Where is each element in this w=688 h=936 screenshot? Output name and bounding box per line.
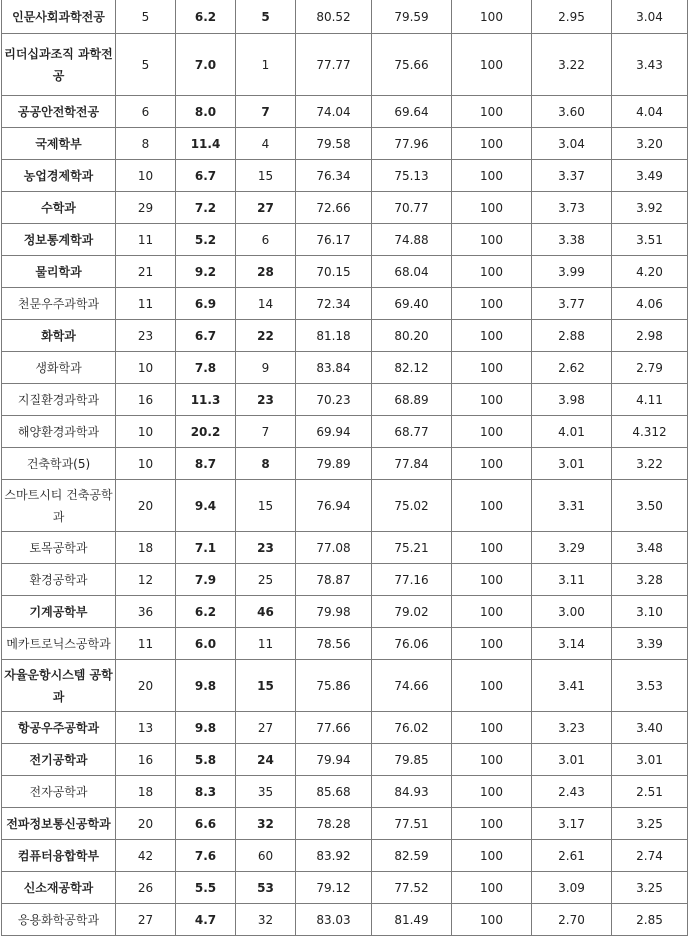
table-row: [2, 712, 688, 744]
cell-score-min: 79.85: [372, 744, 452, 776]
cell-grade-max: 3.43: [612, 34, 688, 96]
cell-score-max: 76.94: [296, 480, 372, 532]
cell-grade-max: 2.98: [612, 320, 688, 352]
cell-department: 농업경제학과: [2, 160, 116, 192]
cell-grade-avg: 3.99: [532, 256, 612, 288]
cell-grade-max: 3.51: [612, 224, 688, 256]
cell-additional-pass: 7: [236, 96, 296, 128]
cell-grade-avg: 3.31: [532, 480, 612, 532]
cell-grade-avg: 3.37: [532, 160, 612, 192]
cell-score-pct: 100: [452, 128, 532, 160]
cell-department: 컴퓨터융합학부: [2, 840, 116, 872]
cell-applicants: 10: [116, 160, 176, 192]
table-row: [2, 224, 688, 256]
cell-applicants: 23: [116, 320, 176, 352]
cell-additional-pass: 1: [236, 34, 296, 96]
cell-score-max: 77.66: [296, 712, 372, 744]
cell-score-max: 77.77: [296, 34, 372, 96]
table-row: [2, 448, 688, 480]
cell-department: 전파정보통신공학과: [2, 808, 116, 840]
cell-score-min: 84.93: [372, 776, 452, 808]
cell-department: 화학과: [2, 320, 116, 352]
cell-department: 해양환경과학과: [2, 416, 116, 448]
cell-applicants: 21: [116, 256, 176, 288]
cell-score-pct: 100: [452, 904, 532, 936]
cell-score-min: 68.77: [372, 416, 452, 448]
table-row: [2, 776, 688, 808]
cell-score-max: 85.68: [296, 776, 372, 808]
cell-score-max: 83.03: [296, 904, 372, 936]
table-row: [2, 0, 688, 34]
cell-competition-ratio: 11.3: [176, 384, 236, 416]
cell-score-max: 76.17: [296, 224, 372, 256]
cell-applicants: 12: [116, 564, 176, 596]
cell-additional-pass: 15: [236, 160, 296, 192]
cell-grade-avg: 3.60: [532, 96, 612, 128]
cell-grade-max: 4.06: [612, 288, 688, 320]
cell-grade-avg: 2.62: [532, 352, 612, 384]
cell-score-min: 82.59: [372, 840, 452, 872]
table-row: [2, 480, 688, 532]
cell-additional-pass: 14: [236, 288, 296, 320]
cell-competition-ratio: 5.2: [176, 224, 236, 256]
cell-grade-max: 3.39: [612, 628, 688, 660]
cell-applicants: 18: [116, 532, 176, 564]
cell-grade-avg: 2.88: [532, 320, 612, 352]
cell-grade-avg: 3.98: [532, 384, 612, 416]
cell-grade-avg: 2.70: [532, 904, 612, 936]
cell-department: 응용화학공학과: [2, 904, 116, 936]
cell-applicants: 11: [116, 628, 176, 660]
cell-score-min: 76.06: [372, 628, 452, 660]
cell-grade-max: 3.53: [612, 660, 688, 712]
cell-score-pct: 100: [452, 0, 532, 34]
cell-applicants: 11: [116, 288, 176, 320]
cell-score-min: 69.40: [372, 288, 452, 320]
cell-score-min: 77.96: [372, 128, 452, 160]
cell-additional-pass: 28: [236, 256, 296, 288]
table-row: [2, 160, 688, 192]
cell-competition-ratio: 9.8: [176, 660, 236, 712]
cell-applicants: 13: [116, 712, 176, 744]
cell-department: 인문사회과학전공: [2, 0, 116, 34]
cell-score-pct: 100: [452, 744, 532, 776]
cell-grade-avg: 4.01: [532, 416, 612, 448]
cell-department: 정보통계학과: [2, 224, 116, 256]
cell-score-pct: 100: [452, 596, 532, 628]
cell-department: 신소재공학과: [2, 872, 116, 904]
cell-grade-max: 4.04: [612, 96, 688, 128]
cell-grade-avg: 3.00: [532, 596, 612, 628]
cell-additional-pass: 32: [236, 808, 296, 840]
cell-score-pct: 100: [452, 564, 532, 596]
cell-additional-pass: 53: [236, 872, 296, 904]
cell-score-min: 77.52: [372, 872, 452, 904]
cell-department: 환경공학과: [2, 564, 116, 596]
cell-department: 공공안전학전공: [2, 96, 116, 128]
table-row: [2, 320, 688, 352]
cell-competition-ratio: 8.7: [176, 448, 236, 480]
cell-grade-avg: 3.23: [532, 712, 612, 744]
cell-competition-ratio: 7.1: [176, 532, 236, 564]
cell-grade-avg: 3.09: [532, 872, 612, 904]
cell-additional-pass: 9: [236, 352, 296, 384]
table-row: [2, 532, 688, 564]
cell-score-min: 76.02: [372, 712, 452, 744]
cell-score-max: 70.15: [296, 256, 372, 288]
cell-score-min: 77.84: [372, 448, 452, 480]
cell-competition-ratio: 8.3: [176, 776, 236, 808]
cell-applicants: 5: [116, 34, 176, 96]
cell-score-max: 80.52: [296, 0, 372, 34]
cell-department: 물리학과: [2, 256, 116, 288]
table-row: [2, 352, 688, 384]
cell-score-max: 83.92: [296, 840, 372, 872]
cell-competition-ratio: 11.4: [176, 128, 236, 160]
cell-applicants: 11: [116, 224, 176, 256]
cell-grade-avg: 3.73: [532, 192, 612, 224]
cell-score-min: 69.64: [372, 96, 452, 128]
table-row: [2, 840, 688, 872]
table-row: [2, 628, 688, 660]
cell-additional-pass: 15: [236, 660, 296, 712]
cell-score-pct: 100: [452, 192, 532, 224]
cell-score-pct: 100: [452, 872, 532, 904]
cell-score-min: 74.66: [372, 660, 452, 712]
cell-grade-max: 4.312: [612, 416, 688, 448]
cell-score-pct: 100: [452, 448, 532, 480]
cell-competition-ratio: 7.9: [176, 564, 236, 596]
cell-grade-avg: 2.61: [532, 840, 612, 872]
cell-applicants: 16: [116, 384, 176, 416]
cell-competition-ratio: 6.2: [176, 596, 236, 628]
cell-score-pct: 100: [452, 384, 532, 416]
cell-grade-avg: 3.11: [532, 564, 612, 596]
cell-grade-max: 3.92: [612, 192, 688, 224]
cell-applicants: 27: [116, 904, 176, 936]
cell-score-max: 83.84: [296, 352, 372, 384]
cell-score-max: 78.87: [296, 564, 372, 596]
table-row: [2, 192, 688, 224]
cell-score-min: 74.88: [372, 224, 452, 256]
table-row: [2, 872, 688, 904]
cell-department: 국제학부: [2, 128, 116, 160]
table-row: [2, 96, 688, 128]
cell-score-max: 79.58: [296, 128, 372, 160]
cell-score-min: 79.59: [372, 0, 452, 34]
cell-department: 수학과: [2, 192, 116, 224]
cell-score-min: 81.49: [372, 904, 452, 936]
cell-additional-pass: 4: [236, 128, 296, 160]
cell-score-min: 77.16: [372, 564, 452, 596]
cell-grade-avg: 2.95: [532, 0, 612, 34]
cell-additional-pass: 11: [236, 628, 296, 660]
cell-grade-avg: 3.29: [532, 532, 612, 564]
cell-score-pct: 100: [452, 712, 532, 744]
table-row: [2, 256, 688, 288]
cell-score-pct: 100: [452, 224, 532, 256]
cell-score-min: 82.12: [372, 352, 452, 384]
cell-additional-pass: 46: [236, 596, 296, 628]
cell-score-min: 68.04: [372, 256, 452, 288]
cell-department: 전기공학과: [2, 744, 116, 776]
cell-additional-pass: 32: [236, 904, 296, 936]
cell-grade-max: 3.22: [612, 448, 688, 480]
cell-score-max: 72.66: [296, 192, 372, 224]
cell-score-max: 69.94: [296, 416, 372, 448]
cell-applicants: 20: [116, 808, 176, 840]
cell-competition-ratio: 9.4: [176, 480, 236, 532]
cell-additional-pass: 27: [236, 712, 296, 744]
cell-score-max: 79.12: [296, 872, 372, 904]
cell-department: 자율운항시스템 공학과: [2, 660, 116, 712]
cell-applicants: 20: [116, 660, 176, 712]
cell-grade-max: 2.74: [612, 840, 688, 872]
cell-score-pct: 100: [452, 776, 532, 808]
cell-score-pct: 100: [452, 480, 532, 532]
cell-grade-max: 4.20: [612, 256, 688, 288]
cell-score-min: 75.66: [372, 34, 452, 96]
cell-department: 생화학과: [2, 352, 116, 384]
cell-score-pct: 100: [452, 840, 532, 872]
cell-grade-max: 3.25: [612, 808, 688, 840]
cell-score-pct: 100: [452, 256, 532, 288]
cell-additional-pass: 35: [236, 776, 296, 808]
cell-grade-avg: 3.22: [532, 34, 612, 96]
cell-applicants: 20: [116, 480, 176, 532]
cell-score-max: 79.89: [296, 448, 372, 480]
cell-competition-ratio: 5.8: [176, 744, 236, 776]
cell-score-pct: 100: [452, 160, 532, 192]
cell-grade-avg: 3.01: [532, 448, 612, 480]
cell-competition-ratio: 9.8: [176, 712, 236, 744]
cell-department: 건축학과(5): [2, 448, 116, 480]
cell-competition-ratio: 7.2: [176, 192, 236, 224]
cell-grade-max: 3.01: [612, 744, 688, 776]
cell-competition-ratio: 6.0: [176, 628, 236, 660]
cell-competition-ratio: 5.5: [176, 872, 236, 904]
cell-score-max: 78.56: [296, 628, 372, 660]
cell-grade-max: 3.10: [612, 596, 688, 628]
cell-grade-max: 3.28: [612, 564, 688, 596]
cell-score-pct: 100: [452, 96, 532, 128]
cell-additional-pass: 22: [236, 320, 296, 352]
cell-score-pct: 100: [452, 660, 532, 712]
table-row: [2, 564, 688, 596]
cell-department: 토목공학과: [2, 532, 116, 564]
cell-competition-ratio: 7.8: [176, 352, 236, 384]
cell-applicants: 10: [116, 416, 176, 448]
cell-grade-max: 2.51: [612, 776, 688, 808]
cell-department: 리더십과조직 과학전공: [2, 34, 116, 96]
cell-competition-ratio: 6.6: [176, 808, 236, 840]
cell-additional-pass: 8: [236, 448, 296, 480]
cell-applicants: 42: [116, 840, 176, 872]
table-row: [2, 416, 688, 448]
cell-applicants: 6: [116, 96, 176, 128]
cell-score-min: 75.13: [372, 160, 452, 192]
cell-score-pct: 100: [452, 808, 532, 840]
cell-score-max: 81.18: [296, 320, 372, 352]
cell-department: 메카트로닉스공학과: [2, 628, 116, 660]
cell-competition-ratio: 6.2: [176, 0, 236, 34]
cell-competition-ratio: 6.9: [176, 288, 236, 320]
cell-competition-ratio: 20.2: [176, 416, 236, 448]
cell-grade-max: 2.79: [612, 352, 688, 384]
cell-score-max: 70.23: [296, 384, 372, 416]
cell-grade-max: 3.49: [612, 160, 688, 192]
cell-grade-max: 3.25: [612, 872, 688, 904]
cell-additional-pass: 7: [236, 416, 296, 448]
table-row: [2, 744, 688, 776]
cell-department: 스마트시티 건축공학과: [2, 480, 116, 532]
table-body: [2, 0, 688, 936]
cell-additional-pass: 60: [236, 840, 296, 872]
admission-results-table: [1, 0, 688, 936]
table-row: [2, 288, 688, 320]
cell-applicants: 26: [116, 872, 176, 904]
table-row: [2, 808, 688, 840]
cell-department: 천문우주과학과: [2, 288, 116, 320]
cell-score-max: 77.08: [296, 532, 372, 564]
cell-grade-avg: 2.43: [532, 776, 612, 808]
cell-score-max: 79.98: [296, 596, 372, 628]
cell-applicants: 5: [116, 0, 176, 34]
table-row: [2, 128, 688, 160]
cell-grade-avg: 3.04: [532, 128, 612, 160]
cell-additional-pass: 23: [236, 384, 296, 416]
cell-department: 전자공학과: [2, 776, 116, 808]
cell-applicants: 8: [116, 128, 176, 160]
cell-competition-ratio: 7.6: [176, 840, 236, 872]
cell-score-min: 80.20: [372, 320, 452, 352]
cell-grade-avg: 3.14: [532, 628, 612, 660]
cell-grade-max: 4.11: [612, 384, 688, 416]
cell-additional-pass: 15: [236, 480, 296, 532]
cell-department: 지질환경과학과: [2, 384, 116, 416]
cell-score-max: 75.86: [296, 660, 372, 712]
cell-competition-ratio: 7.0: [176, 34, 236, 96]
cell-applicants: 16: [116, 744, 176, 776]
cell-competition-ratio: 6.7: [176, 160, 236, 192]
cell-score-pct: 100: [452, 532, 532, 564]
cell-competition-ratio: 8.0: [176, 96, 236, 128]
cell-score-max: 72.34: [296, 288, 372, 320]
cell-grade-max: 2.85: [612, 904, 688, 936]
cell-applicants: 10: [116, 352, 176, 384]
cell-score-pct: 100: [452, 352, 532, 384]
cell-grade-avg: 3.41: [532, 660, 612, 712]
cell-grade-avg: 3.17: [532, 808, 612, 840]
table-row: [2, 660, 688, 712]
cell-grade-avg: 3.38: [532, 224, 612, 256]
cell-grade-max: 3.40: [612, 712, 688, 744]
cell-competition-ratio: 9.2: [176, 256, 236, 288]
cell-grade-avg: 3.77: [532, 288, 612, 320]
cell-grade-max: 3.04: [612, 0, 688, 34]
cell-competition-ratio: 4.7: [176, 904, 236, 936]
cell-grade-max: 3.50: [612, 480, 688, 532]
cell-score-pct: 100: [452, 34, 532, 96]
cell-score-max: 74.04: [296, 96, 372, 128]
cell-score-pct: 100: [452, 320, 532, 352]
cell-score-min: 79.02: [372, 596, 452, 628]
cell-score-min: 77.51: [372, 808, 452, 840]
cell-additional-pass: 27: [236, 192, 296, 224]
cell-score-max: 76.34: [296, 160, 372, 192]
table-row: [2, 596, 688, 628]
cell-score-min: 70.77: [372, 192, 452, 224]
cell-grade-max: 3.20: [612, 128, 688, 160]
cell-grade-max: 3.48: [612, 532, 688, 564]
cell-score-max: 79.94: [296, 744, 372, 776]
cell-applicants: 29: [116, 192, 176, 224]
table-row: [2, 34, 688, 96]
table-row: [2, 384, 688, 416]
cell-score-pct: 100: [452, 288, 532, 320]
cell-additional-pass: 25: [236, 564, 296, 596]
cell-department: 기계공학부: [2, 596, 116, 628]
cell-score-max: 78.28: [296, 808, 372, 840]
cell-department: 항공우주공학과: [2, 712, 116, 744]
cell-applicants: 36: [116, 596, 176, 628]
cell-score-min: 75.21: [372, 532, 452, 564]
cell-additional-pass: 24: [236, 744, 296, 776]
cell-applicants: 10: [116, 448, 176, 480]
cell-additional-pass: 5: [236, 0, 296, 34]
cell-score-pct: 100: [452, 416, 532, 448]
cell-additional-pass: 23: [236, 532, 296, 564]
cell-score-pct: 100: [452, 628, 532, 660]
cell-score-min: 75.02: [372, 480, 452, 532]
cell-grade-avg: 3.01: [532, 744, 612, 776]
cell-additional-pass: 6: [236, 224, 296, 256]
cell-applicants: 18: [116, 776, 176, 808]
cell-competition-ratio: 6.7: [176, 320, 236, 352]
cell-score-min: 68.89: [372, 384, 452, 416]
